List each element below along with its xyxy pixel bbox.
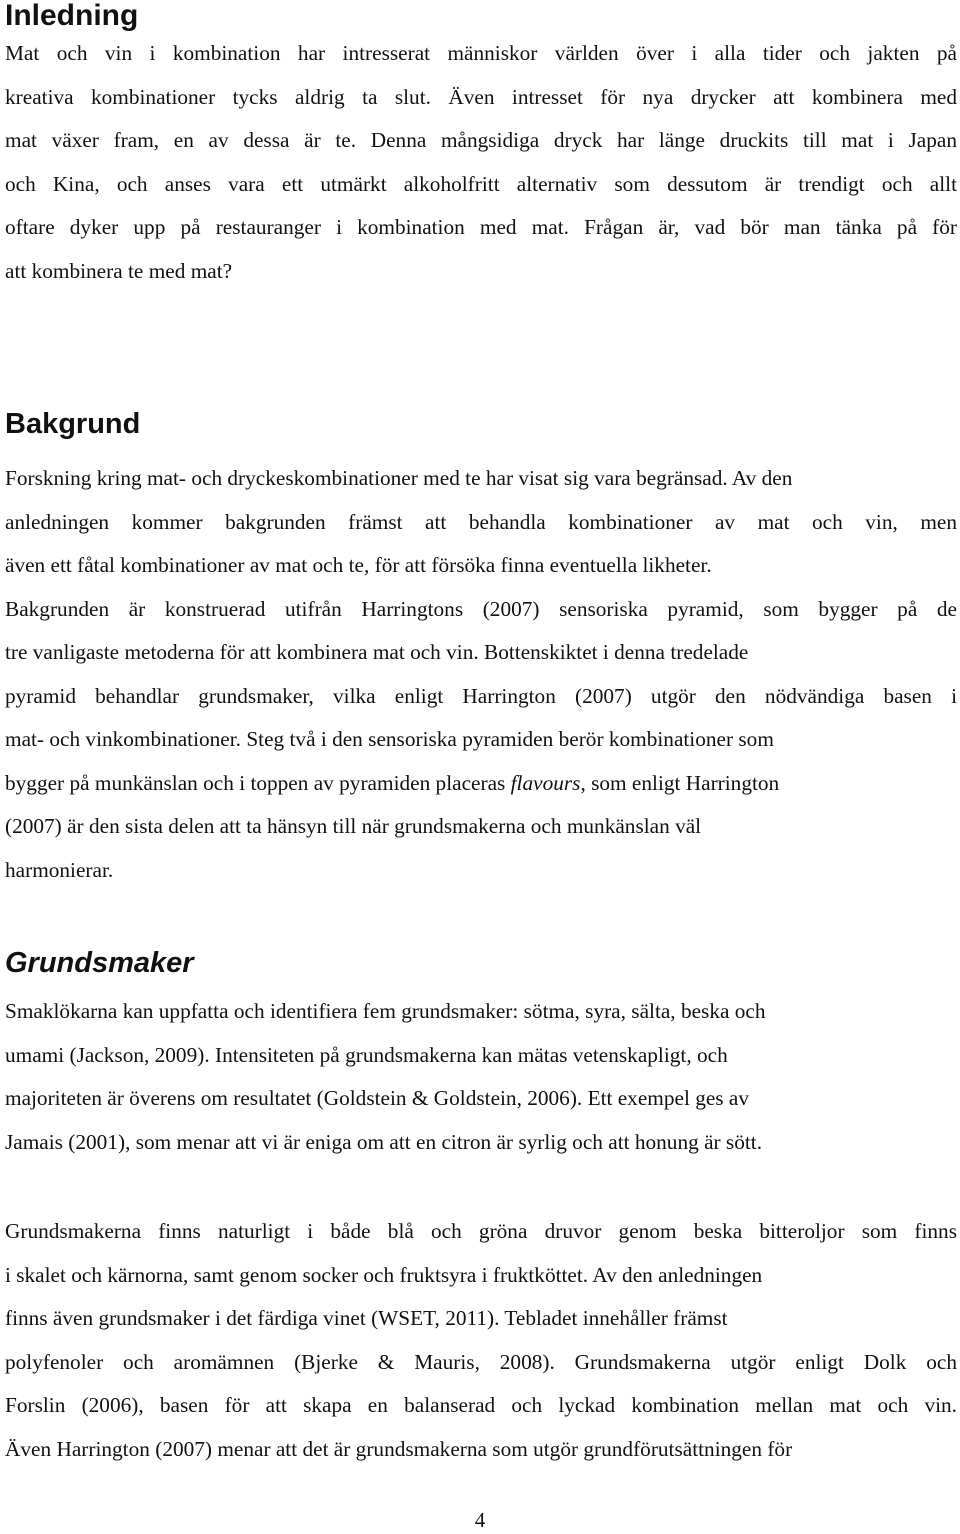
text-line: Bakgrunden är konstruerad utifrån Harringtons (2007) sensoriska pyramid, som bygger på de (5, 596, 957, 621)
text-line: anledningen kommer bakgrunden främst att behandla kombinationer av mat och vin, men (5, 509, 957, 534)
text-line: kreativa kombinationer tycks aldrig ta slut. Även intresset för nya drycker att kombinera med (5, 84, 957, 109)
text-line: Jamais (2001), som menar att vi är eniga om att en citron är syrlig och att honung är sött. (5, 1129, 763, 1154)
paragraph-grundsmaker-2 (5, 1210, 957, 1471)
text-line: i skalet och kärnorna, samt genom socker och fruktsyra i fruktköttet. Av den anledningen (5, 1262, 763, 1287)
text-segment: bygger på munkänslan och i toppen av pyramiden placeras (5, 770, 511, 795)
text-line: majoriteten är överens om resultatet (Goldstein & Goldstein, 2006). Ett exempel ges av (5, 1086, 750, 1110)
heading-bakgrund: Bakgrund (5, 408, 141, 440)
text-line: umami (Jackson, 2009). Intensiteten på grundsmakerna kan mätas vetenskapligt, och (5, 1042, 728, 1067)
text-line: och Kina, och anses vara ett utmärkt alkoholfritt alternativ som dessutom är trendigt och allt (5, 171, 957, 196)
paragraph-bakgrund (5, 457, 957, 892)
text-line: harmonierar. (5, 857, 114, 882)
text-line: oftare dyker upp på restauranger i kombination med mat. Frågan är, vad bör man tänka på för (5, 215, 957, 239)
text-line: Smaklökarna kan uppfatta och identifiera fem grundsmaker: sötma, syra, sälta, beska och (5, 999, 766, 1023)
text-line-with-italic (5, 762, 957, 806)
heading-inledning: Inledning (5, 0, 139, 32)
text-line: polyfenoler och aromämnen (Bjerke & Mauris, 2008). Grundsmakerna utgör enligt Dolk och (5, 1349, 957, 1374)
paragraph-inledning (5, 32, 957, 293)
text-line: mat- och vinkombinationer. Steg två i den sensoriska pyramiden berör kombinationer som (5, 727, 774, 751)
text-line: Forskning kring mat- och dryckeskombinationer med te har visat sig vara begränsad. Av den (5, 466, 793, 490)
text-line: pyramid behandlar grundsmaker, vilka enligt Harrington (2007) utgör den nödvändiga basen i (5, 683, 957, 708)
text-line: mat växer fram, en av dessa är te. Denna mångsidiga dryck har länge druckits till mat i Japan (5, 128, 957, 152)
text-line: Även Harrington (2007) menar att det är grundsmakerna som utgör grundförutsättningen för (5, 1436, 793, 1461)
text-line: Grundsmakerna finns naturligt i både blå och gröna druvor genom beska bitteroljor som finns (5, 1219, 957, 1243)
text-line: tre vanligaste metoderna för att kombinera mat och vin. Bottenskiktet i denna tredelade (5, 640, 749, 664)
text-line: Mat och vin i kombination har intresserat människor världen över i alla tider och jakten på (5, 41, 957, 65)
page-number: 4 (474, 1508, 486, 1532)
heading-grundsmaker: Grundsmaker (5, 947, 194, 979)
italic-term-flavours: flavours (510, 770, 581, 795)
text-line: (2007) är den sista delen att ta hänsyn till när grundsmakerna och munkänslan väl (5, 814, 702, 838)
text-segment: , som enligt Harrington (580, 770, 780, 795)
text-line: även ett fåtal kombinationer av mat och te, för att försöka finna eventuella likheter. (5, 553, 712, 577)
paragraph-grundsmaker-1 (5, 990, 957, 1164)
text-line: att kombinera te med mat? (5, 258, 233, 283)
text-line: Forslin (2006), basen för att skapa en balanserad och lyckad kombination mellan mat och vin. (5, 1393, 957, 1417)
text-line: finns även grundsmaker i det färdiga vinet (WSET, 2011). Tebladet innehåller främst (5, 1306, 728, 1330)
